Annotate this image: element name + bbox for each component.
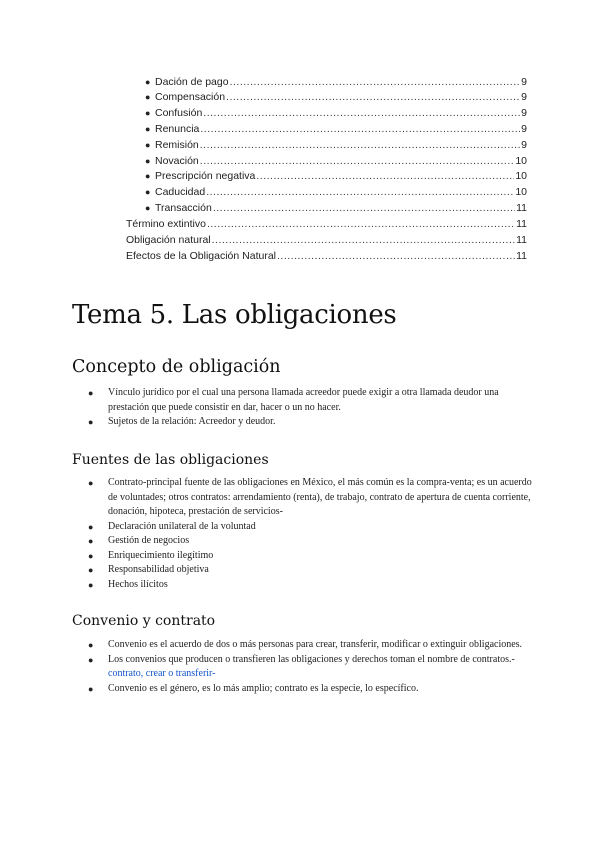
list-item [72, 415, 532, 430]
toc-entry[interactable] [145, 185, 527, 199]
toc-leader-dots [200, 154, 515, 168]
bullet-icon: ● [88, 388, 94, 398]
bullet-icon: ● [145, 171, 151, 181]
bullet-icon: ● [145, 77, 151, 87]
list-item-text: Convenio es el género, es lo más amplio; contrato es la especie, lo específico. [108, 682, 419, 694]
toc-entry-page: 11 [516, 218, 527, 230]
list-item-text: Contrato-principal fuente de las obligaciones en México, el más común es la compra-venta; es un acuerdo de voluntades; otros contratos: arrendamiento (renta), de trabajo, contrato de apertura de cuenta corriente, donación, hipoteca, prestación de servicios- [108, 477, 532, 517]
list-item-text: Los convenios que producen o transfieren las obligaciones y derechos toman el nombre de contratos.- [108, 653, 515, 665]
toc-entry-page: 10 [515, 170, 527, 182]
toc-leader-dots [212, 233, 515, 247]
toc-entry-page: 9 [521, 76, 527, 88]
toc-leader-dots [277, 249, 515, 263]
list-item-text: Hechos ilícitos [108, 578, 168, 590]
toc-entry[interactable] [145, 138, 527, 152]
toc-entry[interactable] [145, 169, 527, 183]
toc-entry[interactable] [145, 122, 527, 136]
toc-leader-dots [207, 217, 515, 231]
list-item-text: Declaración unilateral de la voluntad [108, 520, 256, 532]
list-item [72, 549, 532, 564]
toc-entry-label: Remisión [155, 139, 199, 151]
toc-entry[interactable] [145, 201, 527, 215]
list-item [72, 682, 532, 697]
toc-entry-label: Renuncia [155, 123, 200, 135]
toc-entry-page: 11 [516, 202, 527, 214]
toc-entry-page: 9 [521, 107, 527, 119]
toc-entry[interactable] [126, 217, 527, 231]
bullet-icon: ● [88, 579, 94, 590]
toc-leader-dots [203, 106, 520, 120]
bullet-icon: ● [88, 550, 94, 561]
bullet-icon: ● [88, 536, 94, 546]
list-item-text: Enriquecimiento ilegítimo [108, 549, 214, 561]
bullet-icon: ● [88, 683, 94, 694]
bullet-icon: ● [145, 92, 151, 102]
bullet-icon: ● [88, 417, 94, 427]
list-item [72, 534, 532, 549]
toc-entry-label: Dación de pago [155, 76, 229, 88]
section-heading: Concepto de obligación [72, 357, 281, 377]
bullet-list [72, 476, 532, 592]
bullet-icon: ● [145, 124, 151, 134]
toc-entry[interactable] [126, 249, 527, 263]
list-item-text: Responsabilidad objetiva [108, 564, 209, 575]
bullet-icon: ● [88, 640, 94, 650]
toc-entry-page: 9 [521, 91, 527, 103]
toc-entry-page: 9 [521, 123, 527, 135]
bullet-icon: ● [88, 654, 94, 665]
toc-leader-dots [213, 201, 515, 215]
toc-entry-label: Prescripción negativa [155, 170, 256, 182]
section-heading: Convenio y contrato [72, 613, 216, 629]
bullet-icon: ● [88, 565, 94, 575]
list-item [72, 476, 532, 520]
list-item-text: Sujetos de la relación: Acreedor y deudor. [108, 416, 276, 427]
toc-leader-dots [226, 90, 520, 104]
toc-entry[interactable] [145, 154, 527, 168]
toc-entry-page: 11 [516, 250, 527, 262]
toc-entry-label: Obligación natural [126, 234, 211, 246]
toc-entry-page: 10 [515, 186, 527, 198]
toc-entry-label: Término extintivo [126, 218, 206, 230]
inline-link[interactable]: contrato, crear o transferir- [108, 668, 216, 679]
list-item-text: Vínculo jurídico por el cual una persona llamada acreedor puede exigir a otra llamada deudor una prestación que puede consistir en dar, hacer o un no hacer. [108, 387, 499, 413]
list-item [72, 520, 532, 535]
list-item [72, 563, 532, 578]
list-item [72, 653, 532, 682]
toc-entry-page: 10 [515, 155, 527, 167]
toc-entry[interactable] [145, 75, 527, 89]
toc-entry-label: Efectos de la Obligación Natural [126, 250, 276, 262]
section-heading: Fuentes de las obligaciones [72, 452, 269, 468]
list-item [72, 638, 532, 653]
toc-entry[interactable] [145, 90, 527, 104]
list-item-text: Convenio es el acuerdo de dos o más personas para crear, transferir, modificar o extinguir obligaciones. [108, 639, 523, 650]
bullet-icon: ● [145, 108, 151, 118]
bullet-list [72, 386, 532, 430]
toc-entry-label: Transacción [155, 202, 212, 214]
bullet-icon: ● [145, 140, 151, 150]
list-item [72, 578, 532, 593]
list-item [72, 386, 532, 415]
toc-entry-page: 11 [516, 234, 527, 246]
bullet-icon: ● [145, 203, 151, 213]
toc-leader-dots [200, 138, 520, 152]
toc-leader-dots [256, 169, 514, 183]
toc-entry-label: Confusión [155, 107, 203, 119]
bullet-list [72, 638, 532, 696]
toc-entry-label: Compensación [155, 91, 226, 103]
toc-entry-label: Caducidad [155, 186, 206, 198]
page-title: Tema 5. Las obligaciones [72, 300, 397, 330]
toc-entry-label: Novación [155, 155, 199, 167]
toc-entry[interactable] [145, 106, 527, 120]
toc-leader-dots [206, 185, 514, 199]
list-item-text: Gestión de negocios [108, 535, 190, 546]
bullet-icon: ● [88, 478, 94, 488]
bullet-icon: ● [88, 521, 94, 532]
toc-entry-page: 9 [521, 139, 527, 151]
toc-leader-dots [200, 122, 520, 136]
toc-leader-dots [230, 75, 521, 89]
bullet-icon: ● [145, 156, 151, 166]
bullet-icon: ● [145, 187, 151, 197]
toc-entry[interactable] [126, 233, 527, 247]
